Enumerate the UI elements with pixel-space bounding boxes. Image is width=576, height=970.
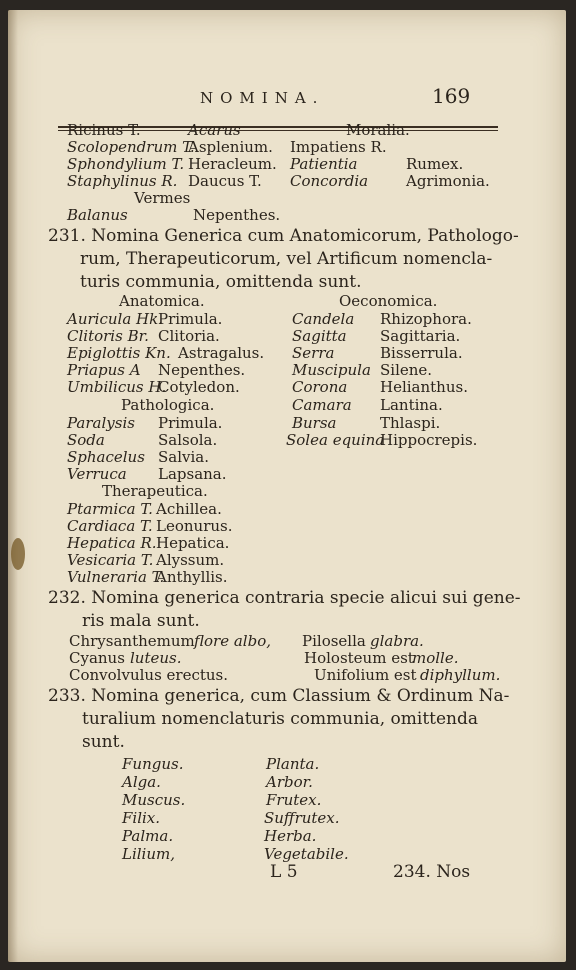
class-name: Alga.	[122, 773, 161, 791]
genus-entry: Sphondylium T.	[67, 155, 185, 173]
pathologica-genus: Salsola.	[158, 431, 218, 449]
running-head: NOMINA.	[200, 89, 325, 107]
paragraph-232-line: 232. Nomina generica contraria specie alicui sui gene-	[48, 588, 521, 608]
therapeutica-term: Hepatica R.	[67, 534, 157, 552]
therapeutica-genus: Achillea.	[156, 500, 222, 518]
pathologica-genus: Lapsana.	[158, 465, 227, 483]
genus-entry: Staphylinus R.	[67, 172, 178, 190]
subheading-pathologica: Pathologica.	[121, 396, 215, 414]
genus-entry: Concordia	[290, 172, 369, 190]
example-genus: Convolvulus erectus.	[69, 666, 229, 684]
anatomica-term: Priapus A	[67, 361, 141, 379]
pathologica-term: Soda	[67, 431, 105, 449]
genus-entry: Ricinus T.	[67, 121, 141, 139]
oeconomica-term: Candela	[292, 310, 355, 328]
class-name: Palma.	[122, 827, 174, 845]
oeconomica-genus: Bisserrula.	[380, 344, 463, 362]
example-epithet: molle.	[412, 649, 459, 667]
anatomica-term: Epiglottis Kn.	[67, 344, 171, 362]
example-genus: Holosteum est	[304, 649, 414, 667]
example-epithet: diphyllum.	[420, 666, 501, 684]
genus-entry: Balanus	[67, 206, 128, 224]
anatomica-genus: Cotyledon.	[158, 378, 240, 396]
therapeutica-term: Vesicaria T.	[67, 551, 154, 569]
oeconomica-genus: Lantina.	[380, 396, 443, 414]
class-name: Muscus.	[122, 791, 186, 809]
paragraph-233-line: sunt.	[82, 732, 125, 752]
pathologica-genus: Salvia.	[158, 448, 209, 466]
subheading-oeconomica: Oeconomica.	[339, 292, 438, 310]
pathologica-term: Sphacelus	[67, 448, 145, 466]
pathologica-term: Paralysis	[67, 414, 135, 432]
pathologica-term: Verruca	[67, 465, 127, 483]
subheading-vermes: Vermes	[134, 189, 191, 207]
genus-entry: Daucus T.	[188, 172, 262, 190]
book-page	[8, 10, 566, 962]
subheading-anatomica: Anatomica.	[119, 292, 205, 310]
catchword: 234. Nos	[393, 862, 471, 882]
therapeutica-term: Ptarmica T.	[67, 500, 153, 518]
anatomica-genus: Primula.	[158, 310, 223, 328]
example-genus: Cyanus	[69, 649, 125, 667]
paragraph-233-line: 233. Nomina generica, cum Classium & Ordinum Na-	[48, 686, 510, 706]
therapeutica-term: Cardiaca T.	[67, 517, 153, 535]
therapeutica-genus: Alyssum.	[156, 551, 225, 569]
genus-entry: Asplenium.	[188, 138, 273, 156]
paragraph-231-line: rum, Therapeuticorum, vel Artificum nomencla-	[80, 249, 493, 269]
anatomica-genus: Clitoria.	[158, 327, 220, 345]
oeconomica-term: Sagitta	[292, 327, 347, 345]
anatomica-term: Auricula Hk.	[67, 310, 163, 328]
paragraph-231-line: turis communia, omittenda sunt.	[80, 272, 362, 292]
oeconomica-genus: Thlaspi.	[380, 414, 441, 432]
genus-entry: Scolopendrum T.	[67, 138, 195, 156]
oeconomica-term: Serra	[292, 344, 335, 362]
therapeutica-genus: Hepatica.	[156, 534, 230, 552]
example-epithet: luteus.	[130, 649, 182, 667]
anatomica-term: Umbilicus H.	[67, 378, 167, 396]
signature-mark: L 5	[270, 862, 298, 882]
oeconomica-term: Solea equina	[286, 431, 385, 449]
genus-entry: Acarus	[188, 121, 241, 139]
oeconomica-genus: Sagittaria.	[380, 327, 461, 345]
oeconomica-term: Bursa	[292, 414, 337, 432]
class-name: Herba.	[264, 827, 317, 845]
subheading-therapeutica: Therapeutica.	[102, 482, 208, 500]
paragraph-233-line: turalium nomenclaturis communia, omittenda	[82, 709, 479, 729]
class-name: Lilium,	[122, 845, 176, 863]
class-name: Vegetabile.	[264, 845, 349, 863]
class-name: Fungus.	[122, 755, 184, 773]
paragraph-231-line: 231. Nomina Generica cum Anatomicorum, Pathologo-	[48, 226, 519, 246]
genus-entry: Moralia.	[346, 121, 410, 139]
example-genus: Pilosella	[302, 632, 366, 650]
oeconomica-genus: Silene.	[380, 361, 433, 379]
anatomica-genus: Astragalus.	[178, 344, 265, 362]
anatomica-term: Clitoris Br.	[67, 327, 149, 345]
class-name: Suffrutex.	[264, 809, 340, 827]
oeconomica-term: Corona	[292, 378, 348, 396]
oeconomica-genus: Hippocrepis.	[380, 431, 478, 449]
genus-entry: Agrimonia.	[406, 172, 490, 190]
oeconomica-genus: Helianthus.	[380, 378, 468, 396]
anatomica-genus: Nepenthes.	[158, 361, 246, 379]
class-name: Planta.	[266, 755, 320, 773]
genus-entry: Nepenthes.	[193, 206, 281, 224]
genus-entry: Impatiens R.	[290, 138, 387, 156]
genus-entry: Patientia	[290, 155, 358, 173]
genus-entry: Rumex.	[406, 155, 464, 173]
example-genus: Chrysanthemum	[69, 632, 195, 650]
paragraph-232-line: ris mala sunt.	[82, 611, 200, 631]
oeconomica-term: Camara	[292, 396, 352, 414]
example-epithet: flore albo,	[194, 632, 271, 650]
genus-entry: Heracleum.	[188, 155, 277, 173]
class-name: Filix.	[122, 809, 161, 827]
oeconomica-genus: Rhizophora.	[380, 310, 472, 328]
page-number: 169	[432, 84, 471, 108]
example-epithet: glabra.	[370, 632, 424, 650]
therapeutica-genus: Anthyllis.	[156, 568, 228, 586]
example-genus: Unifolium est	[314, 666, 417, 684]
therapeutica-term: Vulneraria T.	[67, 568, 165, 586]
oeconomica-term: Muscipula	[292, 361, 371, 379]
class-name: Frutex.	[266, 791, 322, 809]
pathologica-genus: Primula.	[158, 414, 223, 432]
class-name: Arbor.	[266, 773, 313, 791]
therapeutica-genus: Leonurus.	[156, 517, 233, 535]
page-stain	[11, 538, 25, 570]
